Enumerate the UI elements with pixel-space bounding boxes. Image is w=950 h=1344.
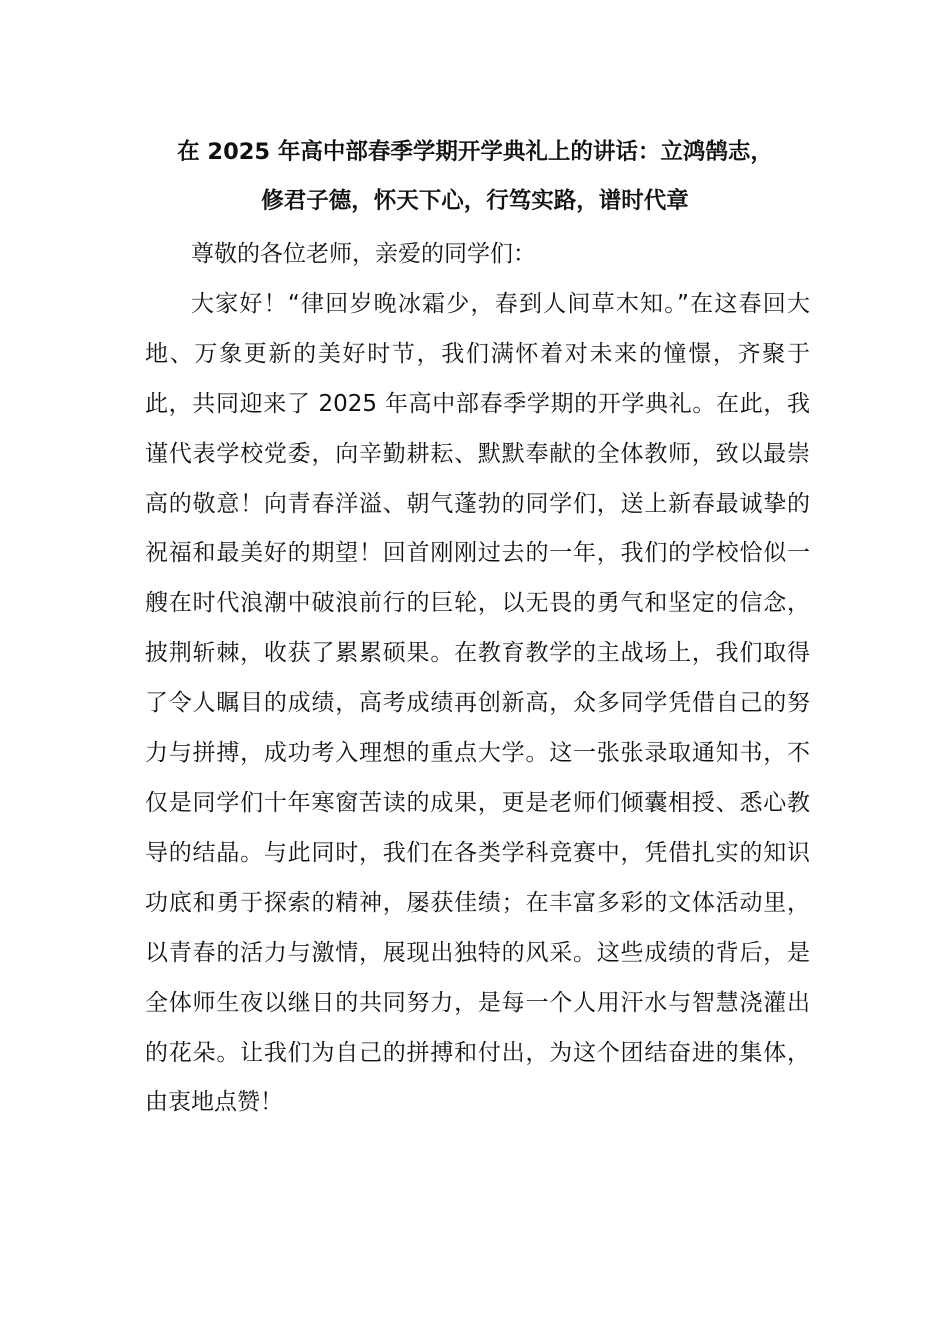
document-title-line-2: 修君子德，怀天下心，行笃实路，谱时代章	[261, 188, 689, 214]
body-paragraph: 大家好！“律回岁晚冰霜少，春到人间草木知。”在这春回大地、万象更新的美好时节，我们满怀着对未来的憧憬，齐聚于此，共同迎来了 2025 年高中部春季学期的开学典礼。在此，我谨代表学校党委，向辛勤耕耘、默默奉献的全体教师，致以最崇高的敬意！向青春洋溢、朝气蓬勃的同学们，送上新春最诚挚的祝福和最美好的期望！回首刚刚过去的一年，我们的学校恰似一艘在时代浪潮中破浪前行的巨轮，以无畏的勇气和坚定的信念，披荆斩棘，收获了累累硕果。在教育教学的主战场上，我们取得了令人瞩目的成绩，高考成绩再创新高，众多同学凭借自己的努力与拼搏，成功考入理想的重点大学。这一张张录取通知书，不仅是同学们十年寒窗苦读的成果，更是老师们倾囊相授、悉心教导的结晶。与此同时，我们在各类学科竞赛中，凭借扎实的知识功底和勇于探索的精神，屡获佳绩；在丰富多彩的文体活动里，以青春的活力与激情，展现出独特的风采。这些成绩的背后，是全体师生夜以继日的共同努力，是每一个人用汗水与智慧浇灌出的花朵。让我们为自己的拼搏和付出，为这个团结奋进的集体，由衷地点赞！	[145, 290, 810, 1116]
document-body	[145, 230, 810, 1128]
document-title-line-1: 在 2025 年高中部春季学期开学典礼上的讲话：立鸿鹄志，	[177, 139, 773, 165]
salutation: 尊敬的各位老师，亲爱的同学们：	[191, 241, 536, 267]
